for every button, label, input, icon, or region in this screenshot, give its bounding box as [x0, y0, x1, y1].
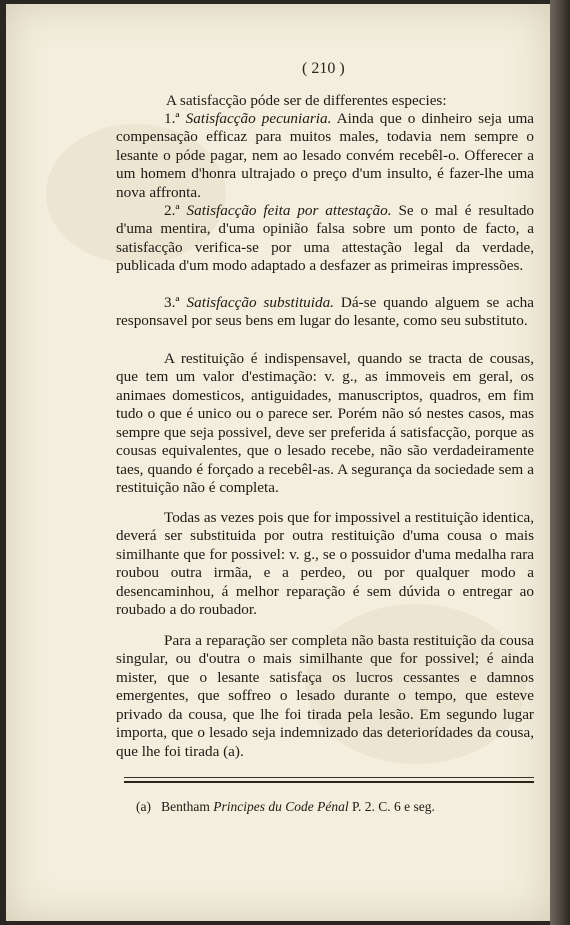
paragraph: A restituição é indispensavel, quando se tracta de cousas, que tem um valor d'estimação: v. g., as immoveis em geral, os animaes domesticos, antiguidades, manuscriptos, quadros, em fim tudo o que é unico ou o parece ser. Porém não só nestes casos, mas sempre que seja possivel, deve ser preferida á satisfacção, porque as cousas equivalentes, que o lesado recebe, não são verdadeiramente taes, quando é forçado a recebêl-as. A segurança da sociedade sem a restituição não é completa.	[116, 350, 534, 497]
section-heading: A satisfacção póde ser de differentes especies:	[166, 92, 447, 109]
item-title: Satisfacção feita por attestação.	[186, 202, 392, 219]
item-number: 2.ª	[164, 202, 180, 219]
item-number: 1.ª	[164, 110, 180, 127]
paragraph: Para a reparação ser completa não basta restituição da cousa singular, ou d'outra o mais similhante que for possivel; é ainda mister, que o lesante satisfaça os lucros cessantes e damnos emergentes, que soffreo o lesado durante o tempo, que esteve privado da cousa, que lhe foi tirada pela lesão. Em segundo lugar importa, que o lesado seja indemnizado das deteriorídades da cousa, que lhe foi tirada (a).	[116, 632, 534, 760]
page-number: ( 210 )	[302, 60, 345, 77]
paragraph: Todas as vezes pois que for impossivel a restituição identica, deverá ser substituida por outra restituição d'uma cousa o mais similhante que for possivel: v. g., se o possuidor d'uma medalha rara roubou outra irmãa, e a perdeo, ou por qualquer modo a desencaminhou, á melhor reparação é sem dúvida o entregar ao roubado a do roubador.	[116, 509, 534, 619]
footnote-author: Bentham	[161, 799, 210, 814]
item-title: Satisfacção pecuniaria.	[185, 110, 332, 127]
item-text: Dá-se quando alguem se acha responsavel por seus bens em lugar do lesante, como seu substituto.	[116, 294, 535, 330]
item-text: Se o mal é resultado d'uma mentira, d'uma opinião falsa sobre um ponto de facto, a satisfacção verifica-se por uma attestação legal da verdade, publicada d'um modo adaptado a desfazer as primeiras impressões.	[116, 202, 535, 275]
footnote-rule-thick	[124, 781, 534, 783]
list-item	[116, 110, 534, 202]
footnote-work: Principes du Code Pénal	[213, 799, 349, 814]
footnote-rule	[124, 777, 534, 778]
footnote	[136, 799, 435, 815]
list-item	[116, 294, 534, 331]
footnote-mark: (a)	[136, 799, 151, 814]
item-title: Satisfacção substituida.	[186, 294, 334, 311]
item-text: Ainda que o dinheiro seja uma compensação efficaz para muitos males, todavia nem sempre o lesante o póde pagar, nem ao lesado convém recebêl-o. Offerecer a um homem d'honra ultrajado o preço d'um insulto, é fazer-lhe uma nova affronta.	[116, 110, 534, 201]
footnote-ref: P. 2. C. 6 e seg.	[348, 799, 435, 814]
list-item	[116, 202, 534, 276]
book-page	[6, 4, 550, 921]
book-edge	[550, 0, 570, 925]
item-number: 3.ª	[164, 294, 180, 311]
